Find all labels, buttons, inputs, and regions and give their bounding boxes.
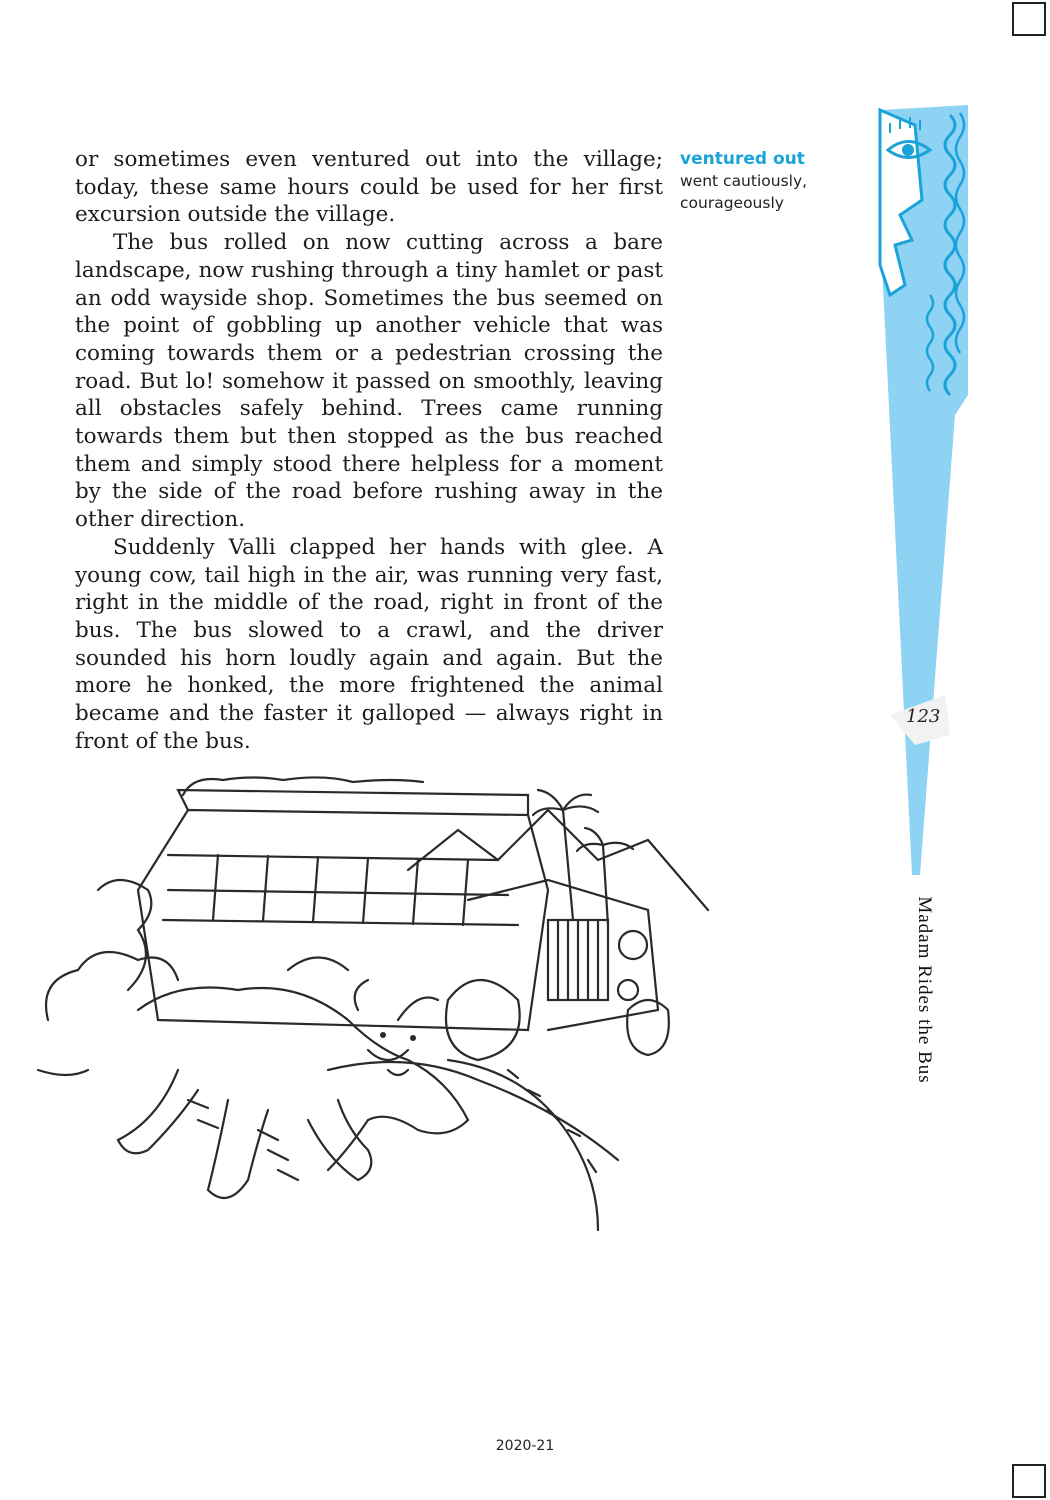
- page-number: 123: [906, 706, 941, 727]
- footer-year: 2020-21: [495, 1438, 555, 1454]
- running-head: Madam Rides the Bus: [914, 896, 935, 1084]
- paragraph-1: or sometimes even ventured out into the village; today, these same hours could be used for her first excursion outside the village.: [75, 147, 663, 228]
- glossary-note: [680, 148, 840, 214]
- paragraph-3: Suddenly Valli clapped her hands with glee. A young cow, tail high in the air, was running very fast, right in the middle of the road, right in front of the bus. The bus slowed to a crawl, and the driver sounded his horn loudly again and again. But the more he honked, the more frightened the animal became and the faster it galloped — always right in front of the bus.: [75, 534, 663, 754]
- crop-mark-bottom: [1012, 1464, 1046, 1498]
- bus-and-cow-illustration: [28, 770, 718, 1270]
- glossary-definition-line-1: went cautiously,: [680, 172, 808, 190]
- decorative-face-band: [860, 95, 975, 875]
- paragraph-2: The bus rolled on now cutting across a bare landscape, now rushing through a tiny hamlet or past an odd wayside shop. Sometimes the bus seemed on the point of gobbling up another vehicle that was coming towards them or a pedestrian crossing the road. But lo! somehow it passed on smoothly, leaving all obstacles safely behind. Trees came running towards them but then stopped as the bus reached them and simply stood there helpless for a moment by the side of the road before rushing away in the other direction.: [75, 230, 663, 533]
- crop-mark-top: [1012, 2, 1046, 36]
- glossary-definition-line-2: courageously: [680, 194, 784, 212]
- glossary-term: ventured out: [680, 149, 805, 169]
- body-text: [75, 146, 663, 755]
